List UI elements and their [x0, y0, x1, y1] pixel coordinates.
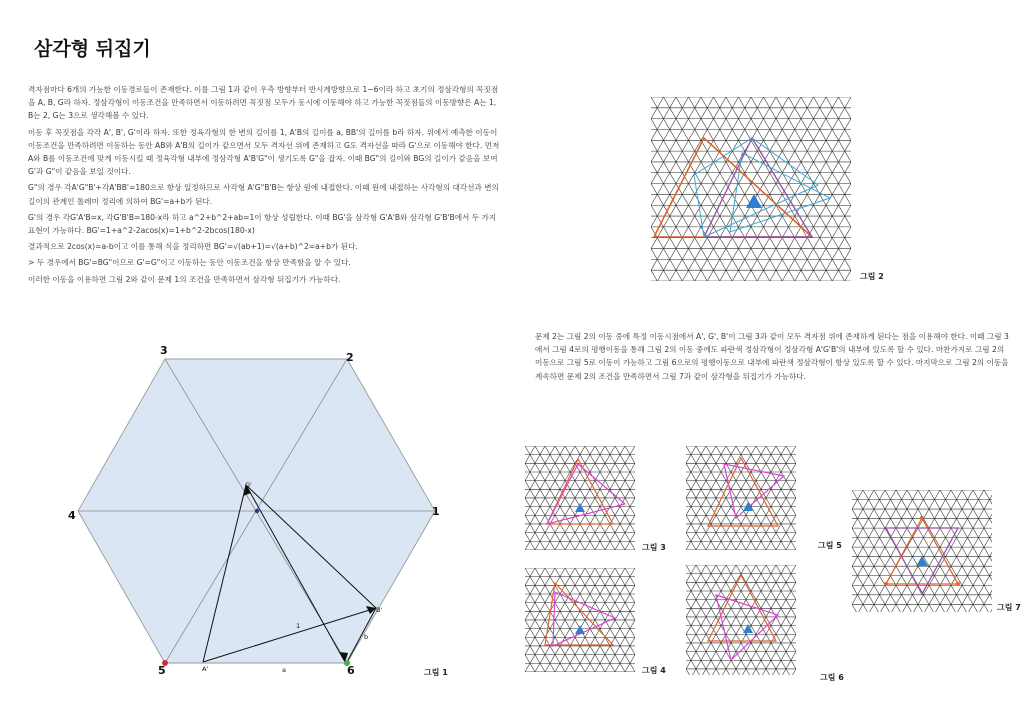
figure-1-hexagon — [60, 340, 460, 680]
lattice-lines — [686, 446, 796, 550]
fig3-svg — [525, 446, 635, 550]
vertex-dot — [920, 516, 924, 520]
label-a: a — [282, 666, 286, 674]
fig2-svg — [651, 97, 851, 281]
vertex-label-6: 6 — [347, 664, 355, 677]
left-explanation — [28, 83, 500, 289]
page-title: 삼각형 뒤집기 — [34, 38, 151, 60]
left-paragraph-1: 격자점마다 6개의 가능한 이동경로들이 존재한다. 이를 그림 1과 같이 우측 방향부터 반시계방향으로 1~6이라 하고 초기의 정삼각형의 꼭짓점을 A, B, G라 하자. 정삼각형이 이동조건을 만족하면서 이동하려면 꼭짓점 모두가 동시에 이동해야 하고 가능한 꼭짓점들의 이동방향은 A는 1, B는 2, G는 3으로 생각해볼 수 있다. — [28, 85, 499, 121]
blue-triangle — [575, 625, 585, 634]
right-paragraph-1: 문제 2는 그림 2의 이동 중에 특정 이동시점에서 A', G', B'이 그림 3과 같이 모두 격자점 위에 존재하게 된다는 점을 이용해야 한다. 이때 그림 3에서 그림 4로의 평행이동을 통해 그림 2의 이동 중에도 파란색 정삼각형이 정삼각형 A'G'B'의 내부에 있도록 할 수 있다. 마찬가지로 그림 2의 이동으로 그림 5로 이동이 가능하고 그림 6으로의 평행이동으로 내부에 파란색 정삼각형이 항상 있도록 할 수 있다. 마지막으로 그림 2의 이동을 계속하면 문제 2의 조건을 만족하면서 그림 7과 같이 삼각형을 뒤집기가 가능하다. — [535, 332, 1009, 381]
fig4-svg — [525, 568, 635, 672]
label-b-prime: B' — [376, 606, 383, 614]
left-paragraph-5: 결과적으로 2cos(x)=a-b이고 이를 통해 식을 정리하면 BG'=√(ab+1)=√(a+b)^2=a+b가 된다. — [28, 242, 358, 252]
label-b: b — [364, 633, 369, 641]
figure-2-caption: 그림 2 — [860, 272, 884, 281]
label-a-prime: A' — [202, 665, 209, 673]
vertex-label-5: 5 — [158, 664, 166, 677]
figure-5-caption: 그림 5 — [818, 541, 842, 550]
fig6-svg — [686, 565, 796, 675]
left-paragraph-7: 이러한 이동을 이용하면 그림 2와 같이 문제 1의 조건을 만족하면서 삼각형 뒤집기가 가능하다. — [28, 274, 341, 284]
left-paragraph-4: G'의 경우 각G'A'B=x, 각G'B'B=180-x라 하고 a^2+b^2+ab=1이 항상 성립한다. 이때 BG'을 삼각형 G'A'B와 삼각형 G'B'B에서 두 가지 표현이 가능하다. BG'=1+a^2-2acos(x)=1+b^2-2bcos(180-x) — [28, 212, 497, 236]
figure-1-caption: 그림 1 — [424, 668, 448, 677]
fig5-svg — [686, 446, 796, 550]
hexagon-center-dot — [255, 509, 259, 513]
lattice-lines — [651, 97, 851, 281]
vertex-label-4: 4 — [68, 509, 76, 522]
left-paragraph-2: 이동 후 꼭짓점을 각각 A', B', G'이라 하자. 또한 정육각형의 한 변의 길이를 1, A'B의 길이를 a, BB'의 길이를 b라 하자. 위에서 예측한 이동이 이동조건을 만족하려면 이동하는 동안 AB와 A'B의 길이가 같으면서 모두 격자선 위에 존재하고 G도 격자선을 따라 G'으로 이동해야 한다. 먼저 A와 B를 이동조건에 맞게 이동시킬 때 정육각형 내부에 정삼각형 A'B'G"이 생기도록 G"을 잡자. 이때 BG"의 길이와 BG의 길이가 같음을 보여 G'과 G"이 같음을 보일 것이다. — [28, 127, 500, 177]
orange-triangle — [708, 575, 776, 641]
label-one: 1 — [296, 622, 301, 630]
blue-triangle — [575, 503, 585, 512]
left-paragraph-3: G"의 경우 각A'G"B'+각A'BB'=180으로 항상 일정하므로 사각형 A'G"B'B는 항상 원에 내접한다. 이때 원에 내접하는 사각형의 대각선과 변의 길이의 관계인 톨레미 정리에 의하여 BG'=a+b가 된다. — [28, 183, 499, 206]
vertex-label-2: 2 — [346, 351, 354, 364]
fig7-svg — [852, 490, 992, 612]
figure-4-caption: 그림 4 — [642, 666, 666, 675]
figure-7-caption: 그림 7 — [997, 603, 1021, 612]
figure-3-caption: 그림 3 — [642, 543, 666, 552]
lattice-lines — [525, 568, 635, 672]
vertex-label-3: 3 — [160, 344, 168, 357]
right-explanation — [535, 330, 1013, 386]
label-g-prime: G' — [245, 481, 252, 489]
lattice-lines — [686, 565, 796, 675]
figure-6-caption: 그림 6 — [820, 673, 844, 682]
vertex-dot — [956, 582, 960, 586]
vertex-dot — [884, 582, 888, 586]
orange-triangle — [547, 459, 613, 524]
vertex-label-1: 1 — [432, 505, 440, 518]
left-paragraph-6: > 두 경우에서 BG'=BG"이므로 G'=G"이고 이동하는 동안 이동조건을 항상 만족함을 알 수 있다. — [28, 258, 351, 268]
